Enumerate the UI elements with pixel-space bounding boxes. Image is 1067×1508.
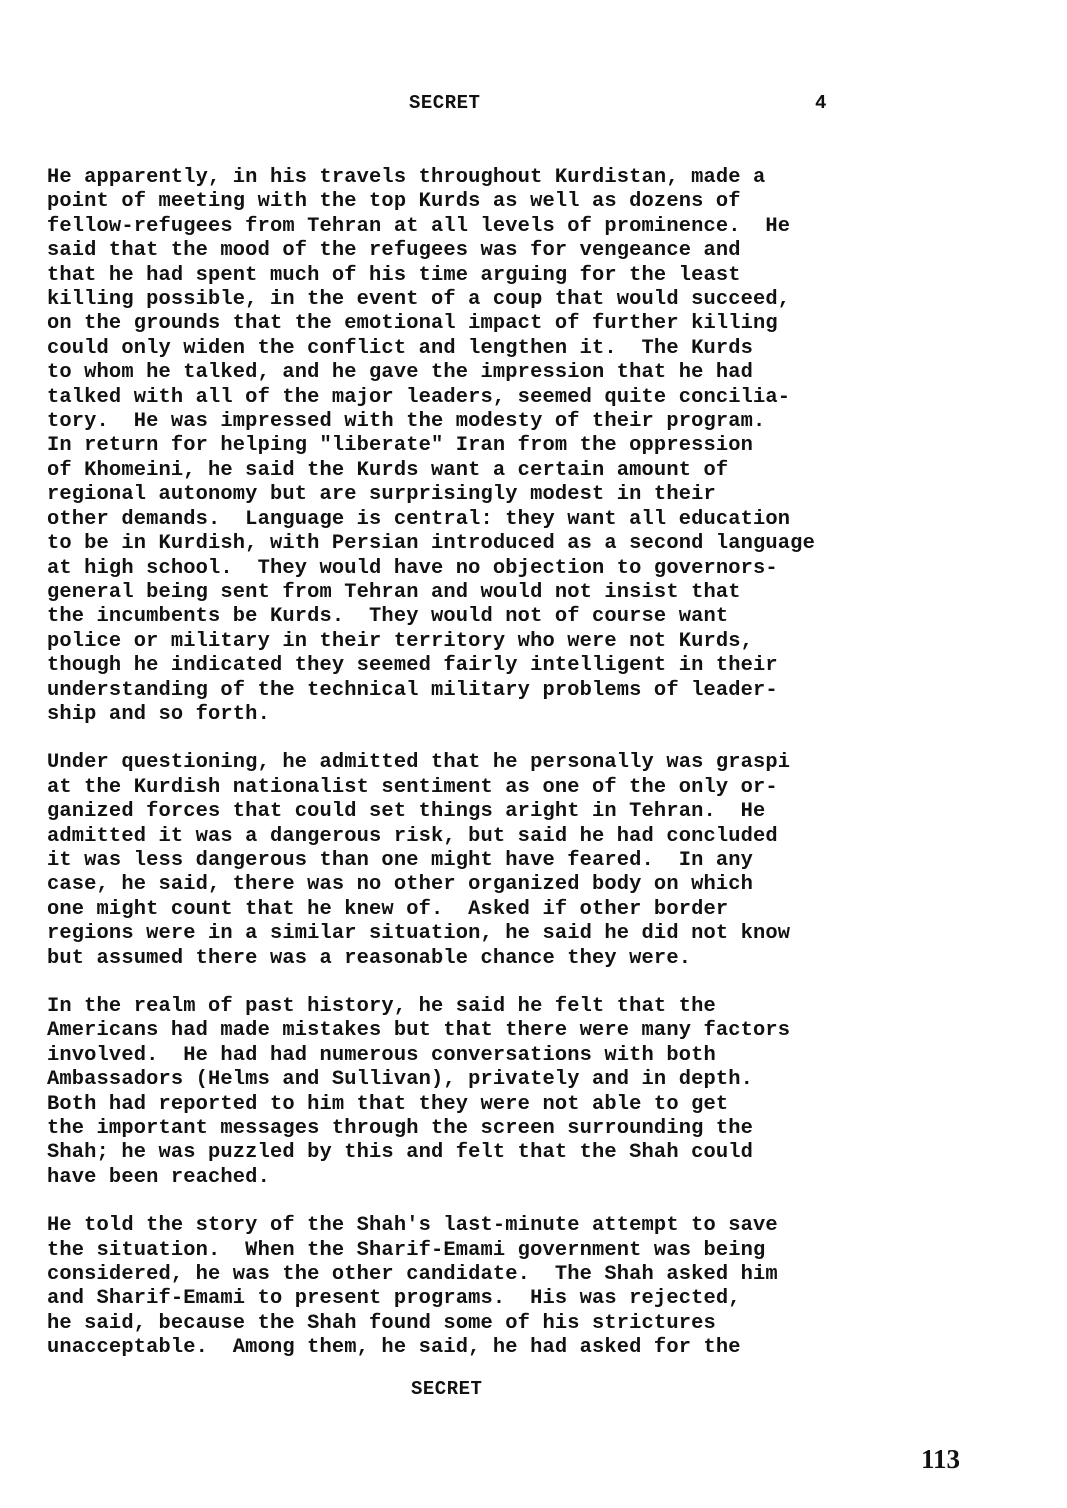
text-line: regions were in a similar situation, he said he did not know [47, 922, 791, 946]
text-line: at the Kurdish nationalist sentiment as one of the only or- [47, 775, 778, 799]
text-line: killing possible, in the event of a coup that would succeed, [47, 288, 791, 312]
text-line: ship and so forth. [47, 702, 270, 726]
text-line: said that the mood of the refugees was for vengeance and [47, 239, 741, 263]
text-line: have been reached. [47, 1165, 270, 1189]
text-line: talked with all of the major leaders, seemed quite concilia- [47, 385, 791, 409]
text-line: but assumed there was a reasonable chance they were. [47, 946, 692, 970]
text-line: considered, he was the other candidate. The Shah asked him [47, 1263, 778, 1287]
text-line: He apparently, in his travels throughout Kurdistan, made a [47, 166, 766, 189]
text-line: and Sharif-Emami to present programs. His was rejected, [47, 1287, 741, 1311]
paragraph [47, 166, 1032, 727]
text-line: other demands. Language is central: they want all education [47, 507, 791, 531]
text-line: tory. He was impressed with the modesty of their program. [47, 410, 766, 434]
text-line: ganized forces that could set things aright in Tehran. He [47, 800, 766, 824]
text-line: that he had spent much of his time arguing for the least [47, 263, 741, 287]
text-line: though he indicated they seemed fairly intelligent in their [47, 654, 778, 678]
text-line: regional autonomy but are surprisingly modest in their [47, 483, 716, 507]
text-line: In the realm of past history, he said he felt that the [47, 995, 716, 1018]
paragraph [47, 1214, 1032, 1360]
text-line: Ambassadors (Helms and Sullivan), privately and in depth. [47, 1068, 754, 1092]
text-line: of Khomeini, he said the Kurds want a certain amount of [47, 458, 729, 482]
text-line: could only widen the conflict and lengthen it. The Kurds [47, 336, 754, 360]
page-header [0, 92, 1067, 118]
text-line: it was less dangerous than one might have feared. In any [47, 848, 754, 872]
text-line: on the grounds that the emotional impact of further killing [47, 312, 778, 336]
footer-classification: SECRET [411, 1378, 483, 1400]
text-line: police or military in their territory who were not Kurds, [47, 629, 754, 653]
text-line: Shah; he was puzzled by this and felt that the Shah could [47, 1141, 754, 1165]
paragraph [47, 995, 1032, 1190]
text-line: the important messages through the screen surrounding the [47, 1117, 754, 1141]
text-line: fellow-refugees from Tehran at all levels of prominence. He [47, 214, 791, 238]
text-line: to whom he talked, and he gave the impression that he had [47, 361, 754, 385]
text-line: to be in Kurdish, with Persian introduced as a second language [47, 532, 815, 556]
text-line: at high school. They would have no objection to governors- [47, 556, 778, 580]
text-line: admitted it was a dangerous risk, but said he had concluded [47, 824, 778, 848]
text-line: He told the story of the Shah's last-minute attempt to save [47, 1214, 778, 1238]
text-line: Both had reported to him that they were not able to get [47, 1092, 729, 1116]
text-line: Americans had made mistakes but that there were many factors [47, 1019, 791, 1043]
text-line: unacceptable. Among them, he said, he had asked for the [47, 1336, 741, 1360]
header-classification: SECRET [409, 92, 481, 114]
text-line: point of meeting with the top Kurds as well as dozens of [47, 190, 741, 214]
text-line: the incumbents be Kurds. They would not of course want [47, 605, 729, 629]
text-line: one might count that he knew of. Asked if other border [47, 897, 729, 921]
text-line: involved. He had had numerous conversations with both [47, 1043, 716, 1067]
text-line: general being sent from Tehran and would not insist that [47, 580, 741, 604]
body-text [47, 166, 1032, 1385]
text-line: case, he said, there was no other organized body on which [47, 873, 754, 897]
folio-number: 113 [921, 1444, 961, 1474]
text-line: the situation. When the Sharif-Emami government was being [47, 1238, 766, 1262]
text-line: he said, because the Shah found some of his strictures [47, 1311, 716, 1335]
paragraph [47, 751, 1032, 971]
text-line: understanding of the technical military problems of leader- [47, 678, 778, 702]
text-line: Under questioning, he admitted that he personally was graspi [47, 751, 791, 775]
text-line: In return for helping "liberate" Iran from the oppression [47, 434, 754, 458]
header-page-number: 4 [815, 92, 827, 114]
